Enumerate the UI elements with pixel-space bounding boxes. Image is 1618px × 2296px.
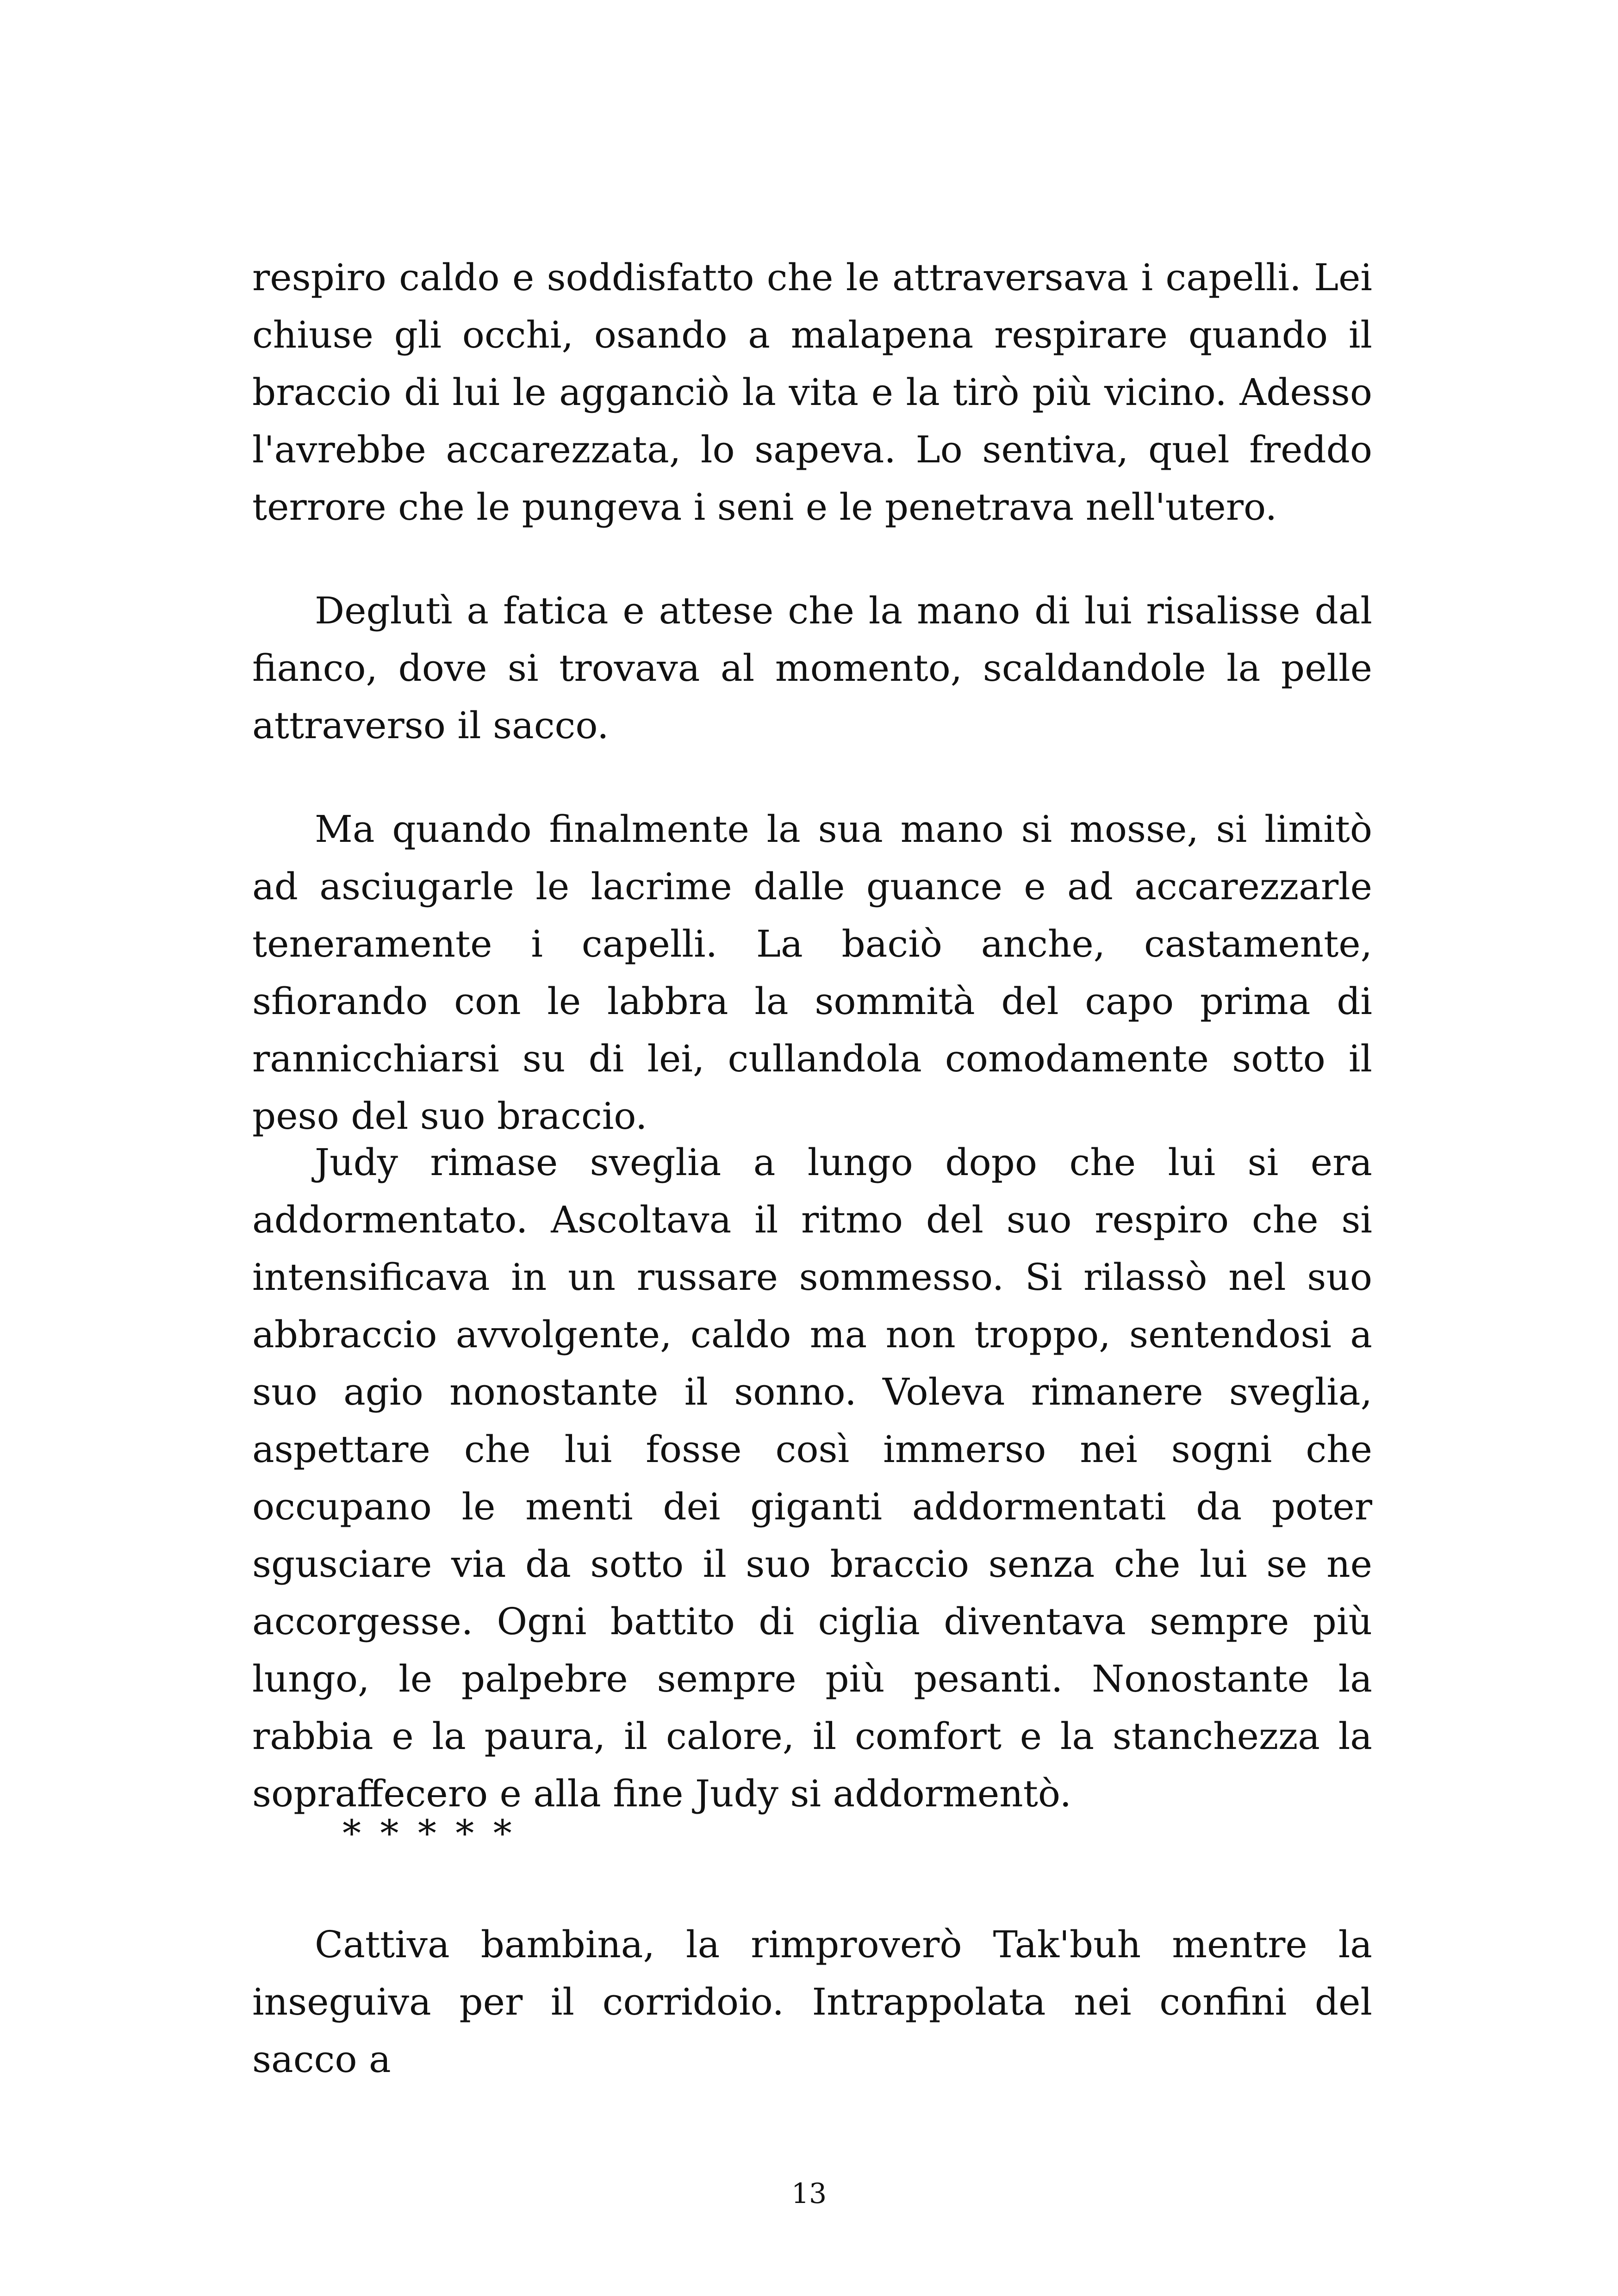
paragraph-1: respiro caldo e soddisfatto che le attraversava i capelli. Lei chiuse gli occhi, osando a malapena respirare quando il braccio di lui le agganciò la vita e la tirò più vicino. Adesso l'avrebbe accarezzata, lo sapeva. Lo sentiva, quel freddo terrore che le pungeva i seni e le penetrava nell'utero.	[252, 256, 1372, 529]
paragraph-2: Deglutì a fatica e attese che la mano di lui risalisse dal fianco, dove si trovava al momento, scaldandole la pelle attraverso il sacco.	[252, 589, 1372, 747]
paragraph-4: Judy rimase sveglia a lungo dopo che lui si era addormentato. Ascoltava il ritmo del suo respiro che si intensificava in un russare sommesso. Si rilassò nel suo abbraccio avvolgente, caldo ma non troppo, sentendosi a suo agio nonostante il sonno. Voleva rimanere sveglia, aspettare che lui fosse così immerso nei sogni che occupano le menti dei giganti addormentati da poter sgusciare via da sotto il suo braccio senza che lui se ne accorgesse. Ogni battito di ciglia diventava sempre più lungo, le palpebre sempre più pesanti. Nonostante la rabbia e la paura, il calore, il comfort e la stanchezza la sopraffecero e alla fine Judy si addormentò.	[252, 1141, 1372, 1815]
paragraph-5: Cattiva bambina, la rimproverò Tak'buh mentre la inseguiva per il corridoio. Intrappolata nei confini del sacco a	[252, 1923, 1372, 2081]
scene-separator: * * * * *	[342, 1812, 516, 1855]
paragraph-3: Ma quando finalmente la sua mano si mosse, si limitò ad asciugarle le lacrime dalle guance e ad accarezzarle teneramente i capelli. La baciò anche, castamente, sfiorando con le labbra la sommità del capo prima di rannicchiarsi su di lei, cullandola comodamente sotto il peso del suo braccio.	[252, 808, 1372, 1138]
page-number: 13	[791, 2178, 827, 2210]
